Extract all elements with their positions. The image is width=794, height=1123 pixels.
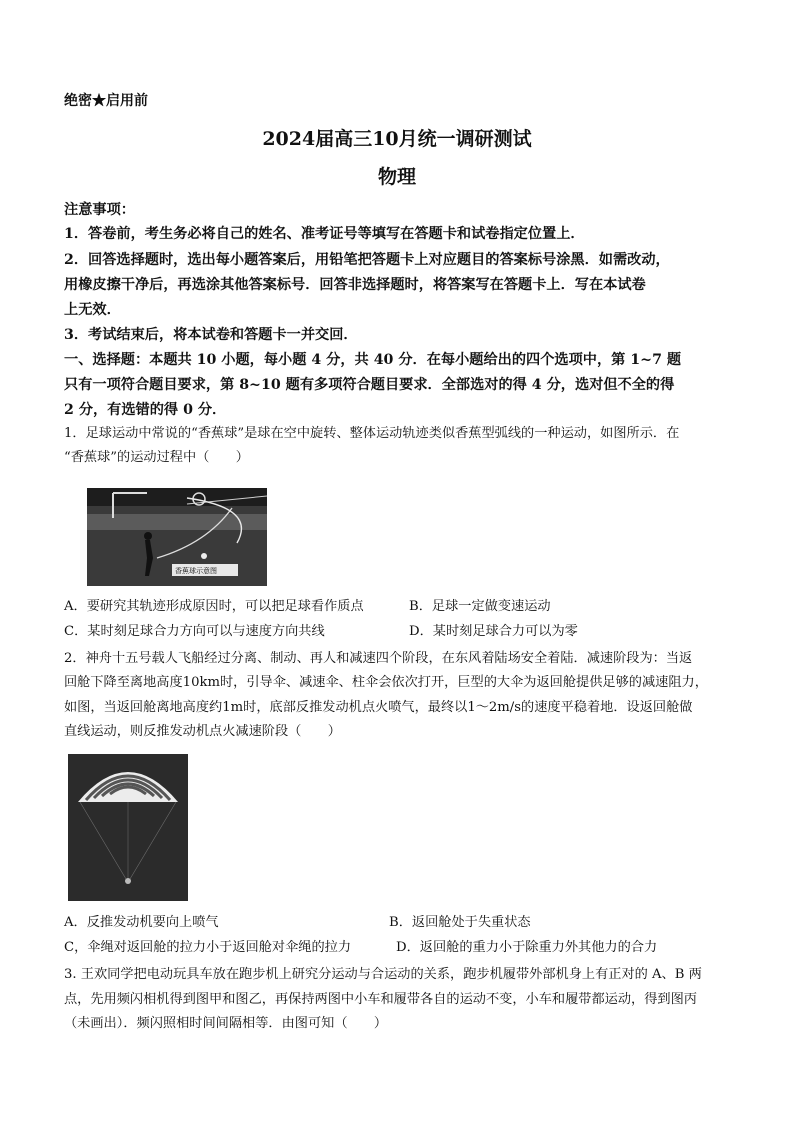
q2-option-c: C，伞绳对返回舱的拉力小于返回舱对伞绳的拉力 (64, 940, 352, 955)
q2-option-a: A．反推发动机要向上喷气 (64, 915, 219, 930)
q1-option-a: A．要研究其轨迹形成原因时，可以把足球看作质点 (64, 599, 364, 614)
q1-option-d: D．某时刻足球合力可以为零 (409, 624, 578, 639)
q2-stem-line-4: 直线运动，则反推发动机点火减速阶段（ ） (64, 724, 341, 739)
notes-line-1: 1．答卷前，考生务必将自己的姓名、准考证号等填写在答题卡和试卷指定位置上． (64, 226, 585, 242)
confidential-mark: 绝密★启用前 (64, 93, 148, 109)
exam-title: 2024届高三10月统一调研测试 (262, 128, 532, 150)
q2-stem-line-2: 回舱下降至离地高度10km时，引导伞、减速伞、柱伞会依次打开，巨型的大伞为返回舱提供足够的减速阻力， (64, 675, 708, 690)
q2-option-b: B．返回舱处于失重状态 (389, 915, 531, 930)
q1-stem-line-2: “香蕉球”的运动过程中（ ） (64, 450, 249, 465)
capsule-parachute-photo (68, 754, 188, 901)
q3-stem-line-2: 点，先用频闪相机得到图甲和图乙，再保持两图中小车和履带各自的运动不变，小车和履带都运动，得到图丙 (64, 992, 697, 1007)
q3-stem-line-1: 3. 王欢同学把电动玩具车放在跑步机上研究分运动与合运动的关系，跑步机履带外部机身上有正对的 A、B 两 (64, 967, 702, 982)
notes-line-2c: 上无效． (64, 302, 121, 318)
q2-stem-line-3: 如图，当返回舱离地高度约1m时，底部反推发动机点火喷气，最终以1～2m/s的速度平稳着地．设返回舱做 (64, 700, 693, 715)
q2-option-d: D．返回舱的重力小于除重力外其他力的合力 (396, 940, 658, 955)
q1-option-c: C．某时刻足球合力方向可以与速度方向共线 (64, 624, 325, 639)
photo-caption: 香蕉球示意图 (175, 567, 217, 575)
section1-line-3: 2 分，有选错的得 0 分． (64, 402, 227, 418)
notes-line-3: 3．考试结束后，将本试卷和答题卡一并交回． (64, 327, 358, 343)
q2-stem-line-1: 2．神舟十五号载人飞船经过分离、制动、再人和减速四个阶段，在东风着陆场安全着陆．减速阶段为：当返 (64, 651, 693, 666)
q1-option-b: B．足球一定做变速运动 (409, 599, 551, 614)
q1-stem-line-1: 1．足球运动中常说的“香蕉球”是球在空中旋转、整体运动轨迹类似香蕉型弧线的一种运动，如图所示．在 (64, 426, 680, 441)
q3-stem-line-3: （未画出）．频闪照相时间间隔相等．由图可知（ ） (64, 1016, 388, 1031)
section1-line-2: 只有一项符合题目要求，第 8~10 题有多项符合题目要求．全部选对的得 4 分，选对但不全的得 (64, 377, 675, 393)
notes-line-2b: 用橡皮擦干净后，再选涂其他答案标号．回答非选择题时，将答案写在答题卡上．写在本试卷 (64, 277, 646, 293)
notes-line-2a: 2．回答选择题时，选出每小题答案后，用铅笔把答题卡上对应题目的答案标号涂黑．如需改动， (64, 252, 670, 268)
subject-title: 物理 (377, 166, 416, 188)
notes-heading: 注意事项： (64, 202, 135, 218)
banana-ball-photo (87, 488, 267, 586)
section1-line-1: 一、选择题：本题共 10 小题，每小题 4 分，共 40 分．在每小题给出的四个选项中，第 1~7 题 (64, 352, 682, 368)
